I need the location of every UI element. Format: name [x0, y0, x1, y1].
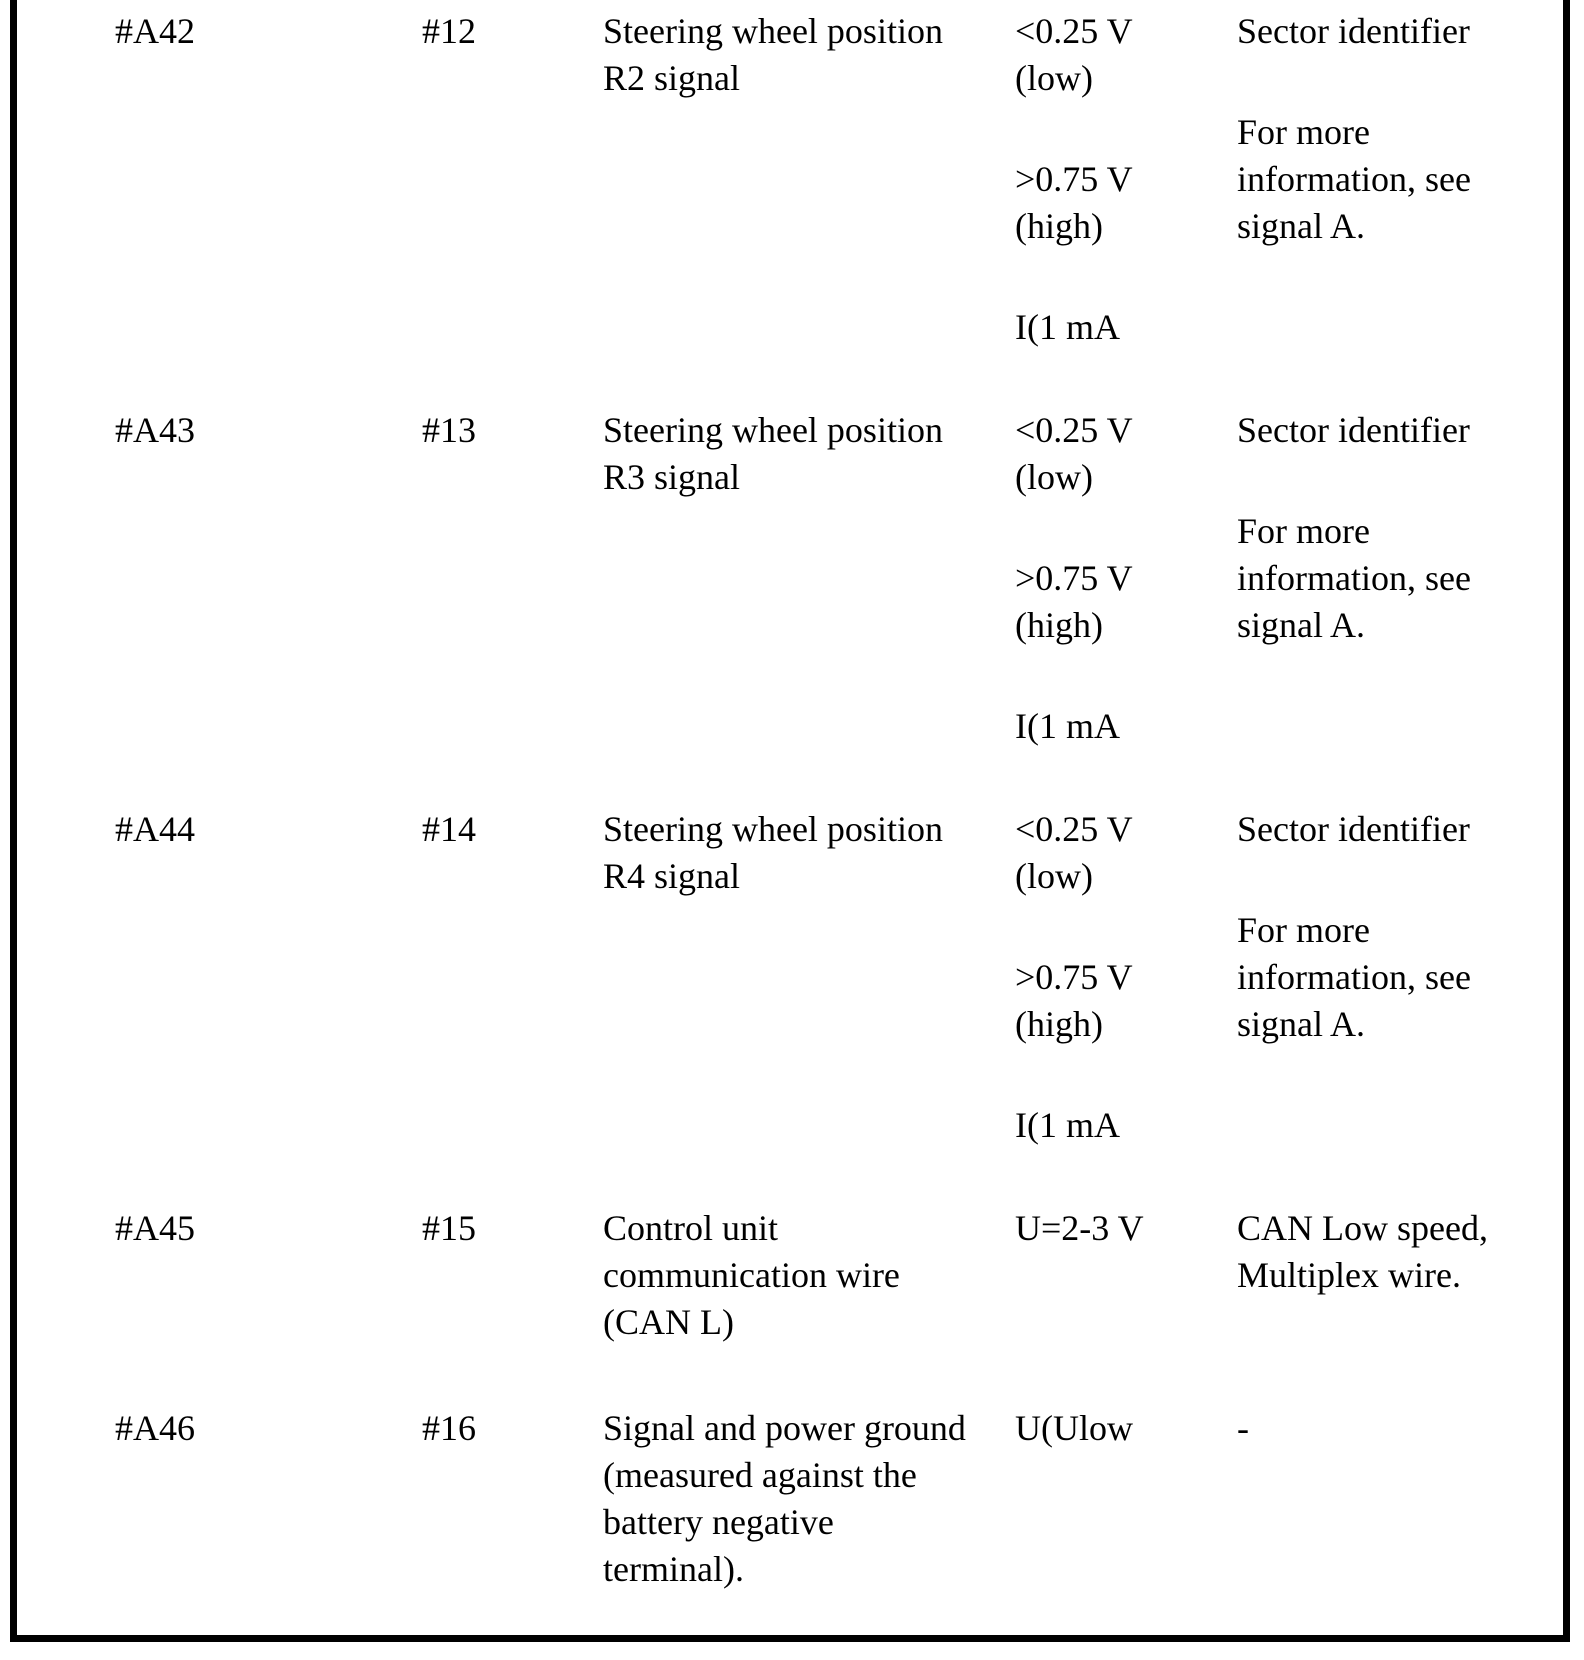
description-line: (measured against the	[603, 1455, 917, 1495]
description-line: Steering wheel position	[603, 11, 943, 51]
connector-id: #A46	[115, 1408, 195, 1448]
signal-notes	[1237, 1405, 1249, 1452]
value-line: I(1 mA	[1015, 307, 1120, 347]
note-line: information, see	[1237, 159, 1471, 199]
description-line: Steering wheel position	[603, 410, 943, 450]
value-line: I(1 mA	[1015, 706, 1120, 746]
description-line: Control unit	[603, 1208, 779, 1248]
value-line: (low)	[1015, 457, 1093, 497]
note-line: signal A.	[1237, 1004, 1366, 1044]
value-line: >0.75 V	[1015, 558, 1133, 598]
note-line: information, see	[1237, 957, 1471, 997]
description-line: R3 signal	[603, 457, 741, 497]
description-line: communication wire	[603, 1255, 900, 1295]
value-line: <0.25 V	[1015, 11, 1133, 51]
note-line: signal A.	[1237, 206, 1366, 246]
value-line: <0.25 V	[1015, 410, 1133, 450]
signal-description	[603, 1205, 900, 1346]
signal-notes	[1237, 1205, 1488, 1299]
note-line: information, see	[1237, 558, 1471, 598]
description-line: terminal).	[603, 1549, 744, 1589]
signal-description	[603, 8, 943, 102]
note-line: Sector identifier	[1237, 11, 1470, 51]
signal-notes	[1237, 806, 1471, 1048]
value-line: U(Ulow	[1015, 1408, 1133, 1448]
signal-values	[1015, 407, 1133, 750]
note-line: Sector identifier	[1237, 410, 1470, 450]
pin-number: #14	[422, 809, 476, 849]
signal-values	[1015, 1205, 1144, 1252]
note-line: For more	[1237, 112, 1370, 152]
signal-notes	[1237, 8, 1471, 250]
pin-number: #13	[422, 410, 476, 450]
description-line: R2 signal	[603, 58, 741, 98]
description-line: battery negative	[603, 1502, 834, 1542]
value-line: (low)	[1015, 58, 1093, 98]
signal-notes	[1237, 407, 1471, 649]
value-line: I(1 mA	[1015, 1105, 1120, 1145]
note-line: For more	[1237, 910, 1370, 950]
description-line: R4 signal	[603, 856, 741, 896]
note-line: Sector identifier	[1237, 809, 1470, 849]
description-line: (CAN L)	[603, 1302, 734, 1342]
note-line: CAN Low speed,	[1237, 1208, 1488, 1248]
value-line: >0.75 V	[1015, 159, 1133, 199]
description-line: Steering wheel position	[603, 809, 943, 849]
signal-description	[603, 407, 943, 501]
value-line: (low)	[1015, 856, 1093, 896]
signal-values	[1015, 8, 1133, 351]
note-line: For more	[1237, 511, 1370, 551]
value-line: (high)	[1015, 206, 1103, 246]
pin-number: #15	[422, 1208, 476, 1248]
note-line: Multiplex wire.	[1237, 1255, 1461, 1295]
pin-number: #16	[422, 1408, 476, 1448]
value-line: (high)	[1015, 1004, 1103, 1044]
value-line: <0.25 V	[1015, 809, 1133, 849]
value-line: (high)	[1015, 605, 1103, 645]
pin-number: #12	[422, 11, 476, 51]
value-line: >0.75 V	[1015, 957, 1133, 997]
connector-id: #A43	[115, 410, 195, 450]
note-line: signal A.	[1237, 605, 1366, 645]
signal-values	[1015, 806, 1133, 1149]
signal-description	[603, 1405, 966, 1593]
connector-id: #A44	[115, 809, 195, 849]
signal-description	[603, 806, 943, 900]
value-line: U=2-3 V	[1015, 1208, 1144, 1248]
connector-id: #A45	[115, 1208, 195, 1248]
description-line: Signal and power ground	[603, 1408, 966, 1448]
signal-values	[1015, 1405, 1133, 1452]
connector-id: #A42	[115, 11, 195, 51]
note-line: -	[1237, 1408, 1249, 1448]
